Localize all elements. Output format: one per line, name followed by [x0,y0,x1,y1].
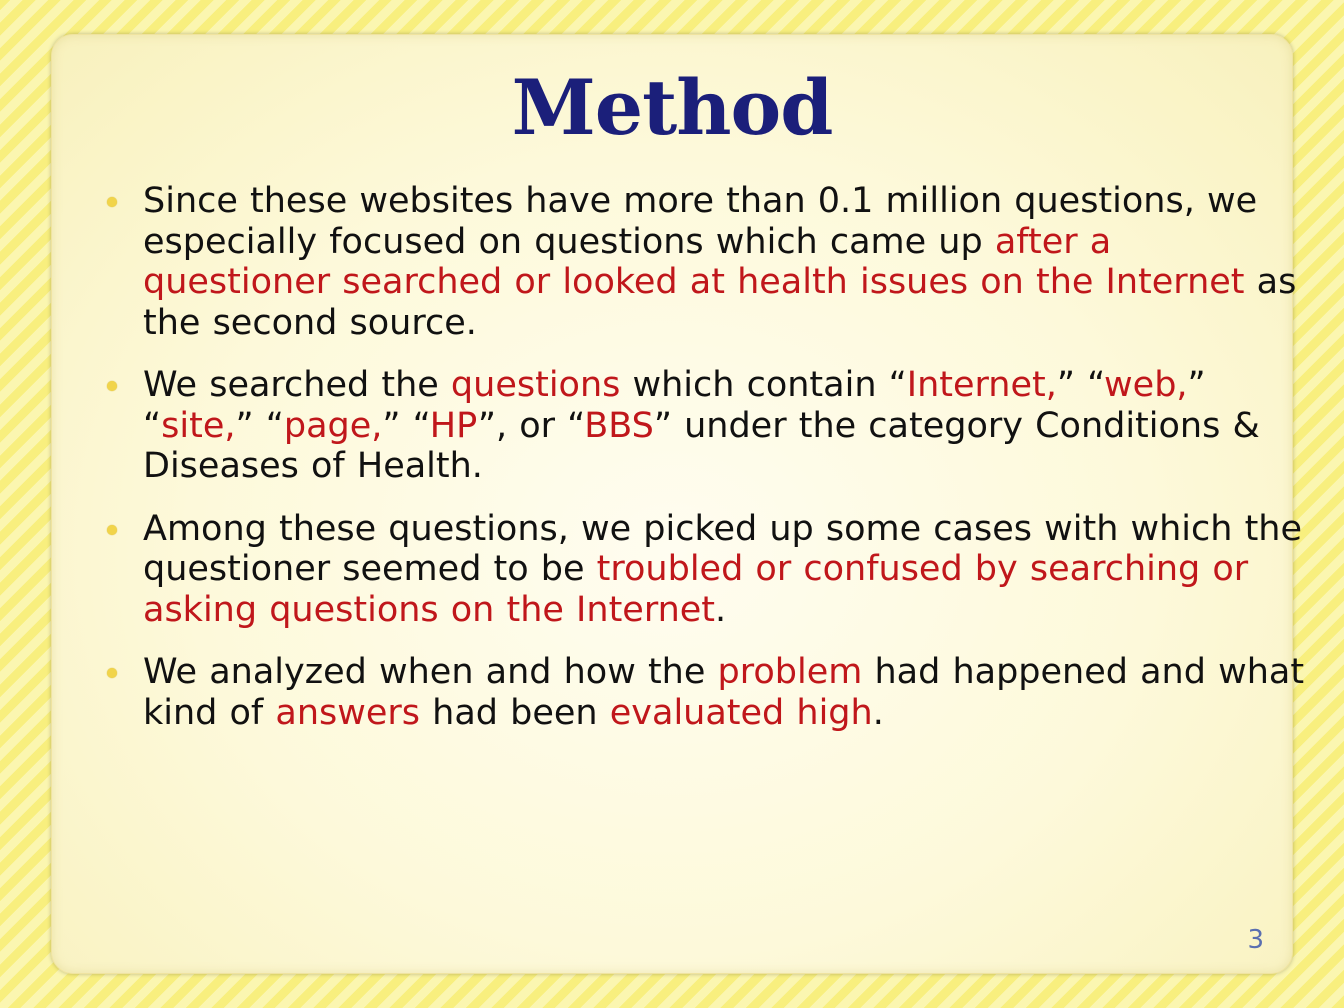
bullet-text: We analyzed when and how the [143,652,718,692]
bullet-text: ” “ [382,405,430,446]
bullet-text: ”, or “ [477,405,585,446]
highlighted-text: evaluated high [609,692,873,733]
bullet-text: Among these questions, we picked up some cases with which the questioner seemed to be [143,508,1303,589]
slide-number: 3 [1247,925,1264,955]
bullet-text: ” “ [1056,365,1105,405]
highlighted-text: page, [283,405,383,446]
highlighted-text: problem [717,652,863,692]
bullet-item-3 [107,509,1307,631]
bullet-item-2 [107,365,1307,487]
highlighted-text: questions [450,365,621,405]
highlighted-text: HP [429,405,478,446]
bullet-text: . [715,589,727,630]
bullet-text: We searched the [143,365,451,405]
highlighted-text: troubled or confused by searching or asking questions on the Internet [143,549,1249,630]
bullet-item-1 [107,181,1307,343]
highlighted-text: answers [275,692,421,733]
bullet-text: as the second source. [143,262,1297,343]
bullet-text: which contain “ [620,365,907,405]
slide-title: Method [511,63,833,152]
bullet-list [107,181,1307,755]
highlighted-text: Internet, [906,365,1057,405]
bullet-text: ” “ [143,365,1206,446]
highlighted-text: BBS [584,405,654,446]
highlighted-text: after a questioner searched or looked at health issues on the Internet [143,221,1245,302]
bullet-text: had happened and what kind of [143,652,1305,733]
bullet-text: . [872,692,884,733]
bullet-text: had been [420,692,610,733]
highlighted-text: web, [1104,365,1188,405]
highlighted-text: site, [161,405,236,446]
bullet-text: ” “ [235,405,284,446]
bullet-text: Since these websites have more than 0.1 million questions, we especially focused on questions which came up [143,181,1258,262]
bullet-item-4 [107,652,1307,733]
bullet-text: ” under the category Conditions & Diseases of Health. [143,405,1260,486]
